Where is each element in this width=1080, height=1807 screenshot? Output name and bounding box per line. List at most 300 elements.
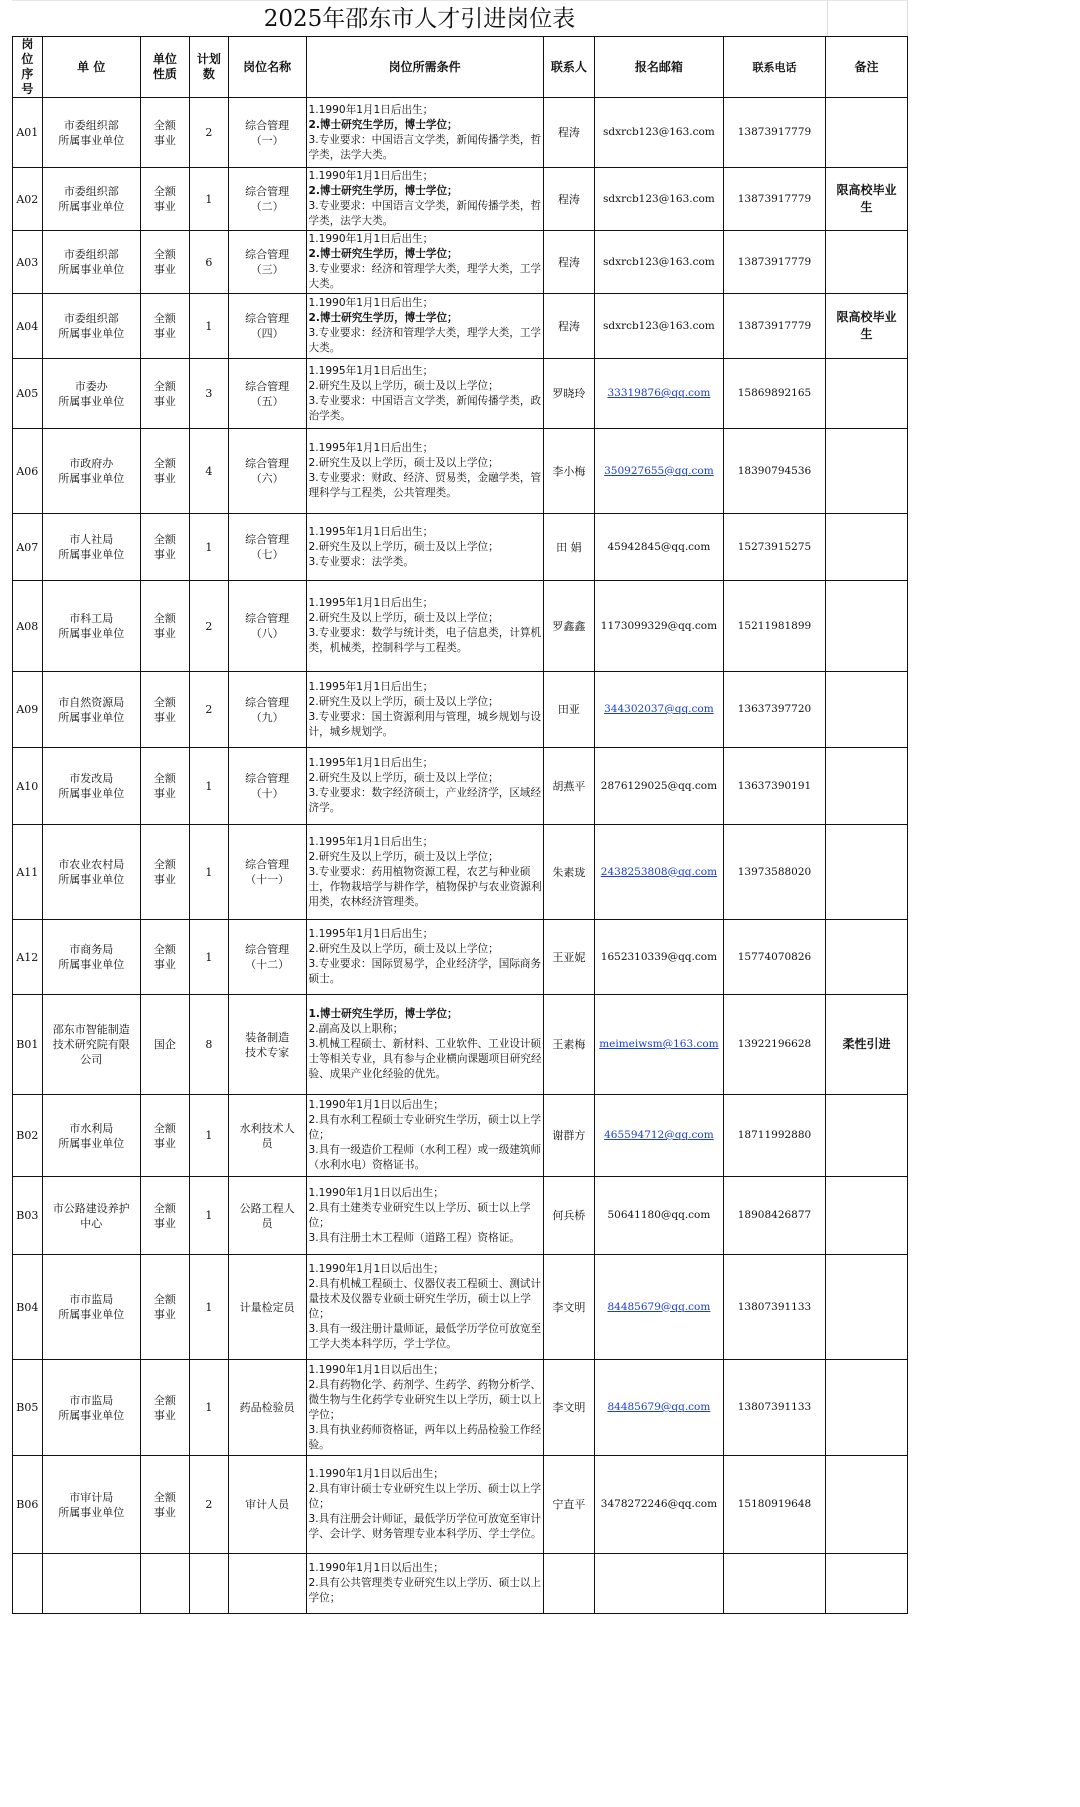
cell-post	[228, 1456, 306, 1554]
cell-contact: 王素梅	[543, 995, 594, 1095]
cell-phone: 15180919648	[723, 1456, 825, 1554]
cell-note-line: 生	[860, 200, 873, 214]
cell-post	[228, 672, 306, 748]
cell-count: 1	[189, 1360, 228, 1456]
cell-count: 1	[189, 1095, 228, 1177]
condition-line: 1.1995年1月1日后出生；	[308, 757, 434, 769]
email-link[interactable]: 84485679@qq.com	[607, 1300, 711, 1313]
blank-margin	[908, 0, 1080, 1807]
cell-post-line: （九）	[250, 710, 284, 724]
header-seq	[13, 37, 43, 98]
cell-post-line: （十二）	[245, 958, 290, 971]
cell-email	[594, 294, 723, 359]
condition-line: 3.具有一级注册计量师证，最低学历学位可放宽至工学大类本科学历，学士学位。	[308, 1323, 542, 1350]
cell-unit-line: 所属事业单位	[58, 1136, 125, 1150]
cell-post-line: 综合管理	[245, 457, 290, 470]
email-link[interactable]: 465594712@qq.com	[604, 1129, 714, 1141]
cell-unit-line: 中心	[80, 1216, 103, 1230]
cell-count: 1	[189, 825, 228, 920]
cell-unit-line: 所属事业单位	[58, 200, 125, 213]
cell-unit-line: 所属事业单位	[58, 1408, 125, 1422]
cell-conditions	[306, 168, 543, 231]
cell-post-line: （二）	[250, 200, 284, 213]
condition-line: 2.博士研究生学历，博士学位；	[308, 248, 458, 260]
condition-line: 2.具有药物化学、药剂学、生药学、药物分析学、微生物与生化药学专业研究生以上学历，硕士以上学位；	[308, 1378, 542, 1421]
cell-post-line: 综合管理	[245, 185, 290, 198]
cell-contact: 李小梅	[543, 429, 594, 514]
cell-note	[826, 672, 908, 748]
condition-line: 1.1990年1月1日以后出生；	[308, 1186, 444, 1199]
email-link[interactable]: 350927655@qq.com	[604, 464, 714, 477]
cell-unit-line: 市人社局	[69, 533, 114, 546]
cell-contact: 何兵桥	[543, 1177, 594, 1255]
header-row	[13, 37, 908, 98]
email-link[interactable]: 344302037@qq.com	[604, 703, 714, 715]
cell-post	[228, 1095, 306, 1177]
condition-line: 3.专业要求：法学类。	[308, 555, 414, 568]
cell-seq: B02	[13, 1095, 43, 1177]
cell-contact: 田亚	[543, 672, 594, 748]
cell-unit	[42, 514, 140, 581]
cell-email	[594, 1177, 723, 1255]
header-phone: 联系电话	[723, 37, 825, 98]
cell-nature-line: 事业	[153, 627, 176, 640]
cell-post	[228, 920, 306, 995]
cell-note-line: 限高校毕业	[836, 310, 897, 324]
cell-phone: 18908426877	[723, 1177, 825, 1255]
email-link[interactable]: 84485679@qq.com	[607, 1401, 711, 1413]
email-link[interactable]: 2438253808@qq.com	[600, 865, 718, 878]
cell-unit-line: 市委办	[74, 379, 108, 393]
condition-line: 3.专业要求：药用植物资源工程，农艺与种业硕士，作物栽培学与耕作学，植物保护与农业资源利用类，农林经济管理类。	[308, 865, 542, 908]
cell-unit-line: 所属事业单位	[58, 133, 125, 147]
cell-unit	[42, 581, 140, 672]
cell-post-line: 员	[261, 1136, 273, 1150]
cell-contact: 程涛	[543, 98, 594, 168]
cell-unit-line: 市市监局	[69, 1393, 114, 1407]
cell-nature-line: 事业	[153, 394, 176, 408]
cell-post-line: 综合管理	[245, 858, 290, 871]
table-body	[13, 98, 908, 1614]
cell-count: 1	[189, 920, 228, 995]
cell-phone: 13973588020	[723, 825, 825, 920]
cell-count	[189, 1554, 228, 1614]
condition-line: 2.具有土建类专业研究生以上学历、硕士以上学位；	[308, 1201, 531, 1229]
condition-line: 2.研究生及以上学历，硕士及以上学位；	[308, 772, 499, 784]
cell-unit-line: 市自然资源局	[58, 695, 125, 709]
email-link[interactable]: 33319876@qq.com	[607, 387, 711, 399]
cell-unit	[42, 231, 140, 294]
condition-line: 1.1990年1月1日以后出生；	[308, 1562, 444, 1574]
cell-email	[594, 581, 723, 672]
cell-unit-line: 市科工局	[69, 612, 114, 625]
cell-post-line: 技术专家	[245, 1045, 290, 1059]
cell-count: 1	[189, 748, 228, 825]
header-nature	[140, 37, 189, 98]
cell-post-line: （六）	[250, 472, 284, 485]
table-row	[13, 359, 908, 429]
cell-post-line: 综合管理	[245, 248, 290, 261]
condition-line: 3.专业要求：国土资源利用与管理，城乡规划与设计，城乡规划学。	[308, 710, 542, 738]
title-divider	[827, 1, 828, 37]
cell-seq: A06	[13, 429, 43, 514]
cell-email	[594, 825, 723, 920]
email-text: sdxrcb123@163.com	[603, 192, 715, 205]
email-text: sdxrcb123@163.com	[603, 255, 715, 268]
cell-phone: 13873917779	[723, 231, 825, 294]
cell-conditions	[306, 748, 543, 825]
condition-line: 2.研究生及以上学历，硕士及以上学位；	[308, 379, 499, 392]
cell-unit-line: 所属事业单位	[58, 1308, 125, 1321]
cell-unit	[42, 1095, 140, 1177]
cell-post	[228, 1255, 306, 1360]
condition-line: 1.1990年1月1日后出生；	[308, 233, 434, 245]
cell-post-line: 综合管理	[245, 118, 290, 132]
cell-unit-line: 技术研究院有限	[52, 1038, 130, 1051]
cell-post	[228, 98, 306, 168]
email-text: 1652310339@qq.com	[600, 950, 718, 963]
cell-contact: 程涛	[543, 231, 594, 294]
condition-line: 2.博士研究生学历，博士学位；	[308, 185, 458, 197]
cell-phone	[723, 1554, 825, 1614]
cell-note	[826, 920, 908, 995]
cell-post-line: 计量检定员	[239, 1300, 295, 1314]
cell-nature	[140, 1360, 189, 1456]
cell-unit-line: 市政府办	[69, 457, 114, 470]
cell-nature-line: 全额	[153, 379, 176, 393]
cell-conditions	[306, 825, 543, 920]
cell-phone: 13637397720	[723, 672, 825, 748]
page-title: 2025年邵东市人才引进岗位表	[263, 6, 576, 32]
cell-note-line: 柔性引进	[842, 1037, 891, 1051]
condition-line: 2.博士研究生学历，博士学位；	[308, 312, 458, 324]
cell-note	[826, 1095, 908, 1177]
cell-post-line: 综合管理	[245, 612, 290, 625]
condition-line: 3.专业要求：数学与统计类，电子信息类，计算机类，机械类，控制科学与工程类。	[308, 627, 542, 654]
cell-unit-line: 所属事业单位	[58, 958, 125, 971]
cell-seq: B01	[13, 995, 43, 1095]
condition-line: 1.1995年1月1日后出生；	[308, 442, 434, 454]
cell-count: 3	[189, 359, 228, 429]
cell-count: 4	[189, 429, 228, 514]
condition-line: 1.博士研究生学历，博士学位；	[308, 1008, 458, 1020]
cell-nature-line: 全额	[153, 1121, 176, 1135]
condition-line: 1.1990年1月1日后出生；	[308, 103, 434, 116]
cell-nature-line: 全额	[153, 533, 176, 546]
table-row	[13, 672, 908, 748]
cell-note	[826, 98, 908, 168]
cell-post-line: （一）	[250, 133, 284, 147]
cell-count: 2	[189, 98, 228, 168]
cell-post	[228, 231, 306, 294]
cell-unit	[42, 825, 140, 920]
table-row	[13, 98, 908, 168]
header-count	[189, 37, 228, 98]
cell-nature	[140, 1554, 189, 1614]
email-link[interactable]: meimeiwsm@163.com	[599, 1038, 719, 1050]
header-unit: 单 位	[42, 37, 140, 98]
cell-post-line: 综合管理	[245, 379, 290, 393]
cell-unit-line: 所属事业单位	[58, 627, 125, 640]
cell-nature-line: 事业	[153, 1136, 176, 1150]
cell-note	[826, 1554, 908, 1614]
cell-note-line: 限高校毕业	[836, 183, 897, 197]
table-row	[13, 1554, 908, 1614]
cell-unit	[42, 1177, 140, 1255]
cell-seq: A04	[13, 294, 43, 359]
cell-count: 1	[189, 1255, 228, 1360]
cell-note	[826, 748, 908, 825]
cell-unit	[42, 98, 140, 168]
cell-nature	[140, 920, 189, 995]
table-row	[13, 1255, 908, 1360]
cell-contact: 程涛	[543, 168, 594, 231]
cell-unit	[42, 995, 140, 1095]
condition-line: 3.专业要求：中国语言文学类，新闻传播学类，政治学类。	[308, 394, 542, 422]
cell-nature-line: 全额	[153, 1490, 176, 1504]
cell-count: 1	[189, 1177, 228, 1255]
cell-conditions	[306, 98, 543, 168]
title-row	[12, 0, 908, 37]
cell-unit	[42, 1456, 140, 1554]
cell-email	[594, 1095, 723, 1177]
cell-count: 8	[189, 995, 228, 1095]
condition-line: 1.1995年1月1日后出生；	[308, 680, 434, 693]
condition-line: 2.具有机械工程硕士、仪器仪表工程硕士、测试计量技术及仪器专业硕士研究生学历，硕士以上学位；	[308, 1278, 542, 1320]
cell-nature-line: 全额	[153, 1293, 176, 1306]
cell-contact: 罗鑫鑫	[543, 581, 594, 672]
cell-nature	[140, 168, 189, 231]
table-row	[13, 429, 908, 514]
cell-count: 2	[189, 672, 228, 748]
cell-seq: B05	[13, 1360, 43, 1456]
cell-conditions	[306, 1456, 543, 1554]
cell-contact: 宁直平	[543, 1456, 594, 1554]
cell-note	[826, 1255, 908, 1360]
cell-contact: 王亚妮	[543, 920, 594, 995]
cell-nature-line: 全额	[153, 312, 176, 325]
cell-unit-line: 市市监局	[69, 1293, 114, 1306]
table-row	[13, 1456, 908, 1554]
cell-post	[228, 581, 306, 672]
cell-unit	[42, 1360, 140, 1456]
cell-nature	[140, 825, 189, 920]
cell-post-line: 综合管理	[245, 312, 290, 325]
cell-contact: 胡燕平	[543, 748, 594, 825]
cell-phone: 18390794536	[723, 429, 825, 514]
cell-phone: 15869892165	[723, 359, 825, 429]
cell-seq: A09	[13, 672, 43, 748]
cell-nature	[140, 294, 189, 359]
email-text: sdxrcb123@163.com	[603, 319, 715, 332]
table-row	[13, 1095, 908, 1177]
cell-conditions	[306, 672, 543, 748]
cell-post-line: （三）	[250, 263, 284, 276]
condition-line: 3.专业要求：中国语言文学类，新闻传播学类，哲学类，法学大类。	[308, 200, 542, 227]
condition-line: 1.1990年1月1日以后出生；	[308, 1263, 444, 1275]
cell-phone: 13873917779	[723, 168, 825, 231]
cell-nature	[140, 1177, 189, 1255]
cell-post	[228, 294, 306, 359]
cell-post	[228, 825, 306, 920]
cell-unit-line: 所属事业单位	[58, 327, 125, 340]
table-row	[13, 748, 908, 825]
cell-nature-line: 全额	[153, 772, 176, 785]
cell-nature-line: 事业	[153, 548, 176, 561]
cell-seq: A05	[13, 359, 43, 429]
condition-line: 2.副高及以上职称；	[308, 1023, 404, 1035]
cell-unit-line: 公司	[80, 1053, 103, 1066]
condition-line: 3.具有一级造价工程师（水利工程）或一级建筑师（水利水电）资格证书。	[308, 1144, 542, 1171]
cell-nature	[140, 748, 189, 825]
cell-nature-line: 事业	[153, 958, 176, 971]
condition-line: 2.具有审计硕士专业研究生以上学历、硕士以上学位；	[308, 1483, 542, 1510]
header-seq-l2: 序号	[21, 67, 34, 96]
condition-line: 1.1995年1月1日后出生；	[308, 928, 434, 940]
cell-post-line: 药品检验员	[239, 1401, 295, 1414]
cell-contact	[543, 1554, 594, 1614]
cell-nature	[140, 1255, 189, 1360]
cell-note	[826, 995, 908, 1095]
condition-line: 3.机械工程硕士、新材料、工业软件、工业设计硕士等相关专业，具有参与企业横向课题项目研究经验、成果产业化经验的优先。	[308, 1038, 542, 1080]
cell-phone: 15211981899	[723, 581, 825, 672]
header-seq-l1: 岗位	[21, 37, 34, 66]
cell-conditions	[306, 514, 543, 581]
cell-count: 2	[189, 1456, 228, 1554]
condition-line: 3.具有执业药师资格证，两年以上药品检验工作经验。	[308, 1423, 542, 1451]
cell-nature-line: 事业	[153, 873, 176, 886]
cell-seq: A11	[13, 825, 43, 920]
cell-post	[228, 1177, 306, 1255]
cell-count: 1	[189, 294, 228, 359]
cell-unit	[42, 359, 140, 429]
cell-unit	[42, 748, 140, 825]
cell-nature-line: 全额	[153, 858, 176, 871]
cell-phone: 15273915275	[723, 514, 825, 581]
condition-line: 2.研究生及以上学历，硕士及以上学位；	[308, 540, 499, 553]
cell-nature	[140, 359, 189, 429]
cell-phone: 13922196628	[723, 995, 825, 1095]
condition-line: 2.研究生及以上学历，硕士及以上学位；	[308, 850, 499, 863]
cell-post-line: 综合管理	[245, 772, 290, 785]
cell-nature	[140, 581, 189, 672]
cell-note	[826, 825, 908, 920]
header-nature-l2: 性质	[152, 67, 177, 81]
cell-note	[826, 1360, 908, 1456]
cell-post-line: 公路工程人	[239, 1201, 295, 1215]
cell-email	[594, 514, 723, 581]
cell-note	[826, 294, 908, 359]
cell-nature-line: 全额	[153, 695, 176, 709]
cell-count: 2	[189, 581, 228, 672]
cell-contact: 谢群方	[543, 1095, 594, 1177]
cell-phone: 15774070826	[723, 920, 825, 995]
condition-line: 2.博士研究生学历，博士学位；	[308, 118, 458, 131]
cell-post-line: 水利技术人	[239, 1121, 295, 1135]
condition-line: 1.1995年1月1日后出生；	[308, 364, 434, 377]
condition-line: 3.专业要求：中国语言文学类，新闻传播学类，哲学类，法学大类。	[308, 133, 542, 161]
table-row	[13, 294, 908, 359]
cell-post-line: 综合管理	[245, 695, 290, 709]
condition-line: 1.1995年1月1日后出生；	[308, 597, 434, 609]
condition-line: 2.研究生及以上学历，硕士及以上学位；	[308, 612, 499, 624]
cell-post-line: 审计人员	[245, 1498, 290, 1511]
condition-line: 1.1990年1月1日以后出生；	[308, 1468, 444, 1480]
cell-seq: A03	[13, 231, 43, 294]
condition-line: 1.1990年1月1日以后出生；	[308, 1363, 444, 1376]
cell-post	[228, 359, 306, 429]
cell-unit-line: 所属事业单位	[58, 263, 125, 276]
cell-nature-line: 国企	[153, 1038, 176, 1051]
cell-post	[228, 514, 306, 581]
cell-post	[228, 995, 306, 1095]
cell-conditions	[306, 1554, 543, 1614]
cell-unit-line: 市委组织部	[63, 185, 119, 198]
cell-nature-line: 全额	[153, 943, 176, 956]
cell-nature-line: 全额	[153, 118, 176, 132]
cell-unit-line: 所属事业单位	[58, 548, 125, 561]
email-text: sdxrcb123@163.com	[603, 126, 715, 138]
condition-line: 3.专业要求：经济和管理学大类，理学大类，工学大类。	[308, 327, 542, 354]
cell-count: 1	[189, 168, 228, 231]
cell-seq: A12	[13, 920, 43, 995]
cell-seq: A01	[13, 98, 43, 168]
cell-phone: 13873917779	[723, 294, 825, 359]
cell-email	[594, 672, 723, 748]
cell-conditions	[306, 429, 543, 514]
header-count-l2: 数	[202, 67, 215, 81]
condition-line: 1.1995年1月1日后出生；	[308, 525, 434, 538]
cell-post	[228, 1360, 306, 1456]
cell-phone: 13873917779	[723, 98, 825, 168]
cell-email	[594, 359, 723, 429]
cell-phone: 13637390191	[723, 748, 825, 825]
cell-unit-line: 市水利局	[69, 1121, 114, 1135]
cell-conditions	[306, 581, 543, 672]
cell-email	[594, 1255, 723, 1360]
cell-note	[826, 168, 908, 231]
cell-unit	[42, 672, 140, 748]
cell-nature-line: 事业	[153, 133, 176, 147]
cell-nature-line: 事业	[153, 1408, 176, 1422]
cell-post-line: （十一）	[245, 873, 290, 886]
cell-contact: 田 娟	[543, 514, 594, 581]
condition-line: 1.1995年1月1日后出生；	[308, 835, 434, 848]
condition-line: 2.具有水利工程硕士专业研究生学历，硕士以上学位；	[308, 1114, 542, 1141]
cell-note	[826, 429, 908, 514]
cell-email	[594, 920, 723, 995]
cell-unit-line: 所属事业单位	[58, 1505, 125, 1519]
cell-nature-line: 全额	[153, 248, 176, 261]
cell-nature	[140, 98, 189, 168]
condition-line: 3.专业要求：数字经济硕士，产业经济学，区域经济学。	[308, 787, 542, 814]
condition-line: 2.研究生及以上学历，硕士及以上学位；	[308, 457, 499, 469]
email-text: 50641180@qq.com	[607, 1209, 711, 1221]
cell-nature	[140, 231, 189, 294]
cell-nature-line: 全额	[153, 612, 176, 625]
cell-note	[826, 231, 908, 294]
cell-note-line: 生	[860, 327, 873, 341]
cell-nature-line: 事业	[153, 1216, 176, 1230]
cell-unit	[42, 920, 140, 995]
condition-line: 1.1990年1月1日后出生；	[308, 170, 434, 182]
table-row	[13, 920, 908, 995]
cell-contact: 程涛	[543, 294, 594, 359]
cell-unit-line: 市公路建设养护	[52, 1201, 130, 1215]
cell-email	[594, 98, 723, 168]
cell-conditions	[306, 231, 543, 294]
cell-unit	[42, 294, 140, 359]
